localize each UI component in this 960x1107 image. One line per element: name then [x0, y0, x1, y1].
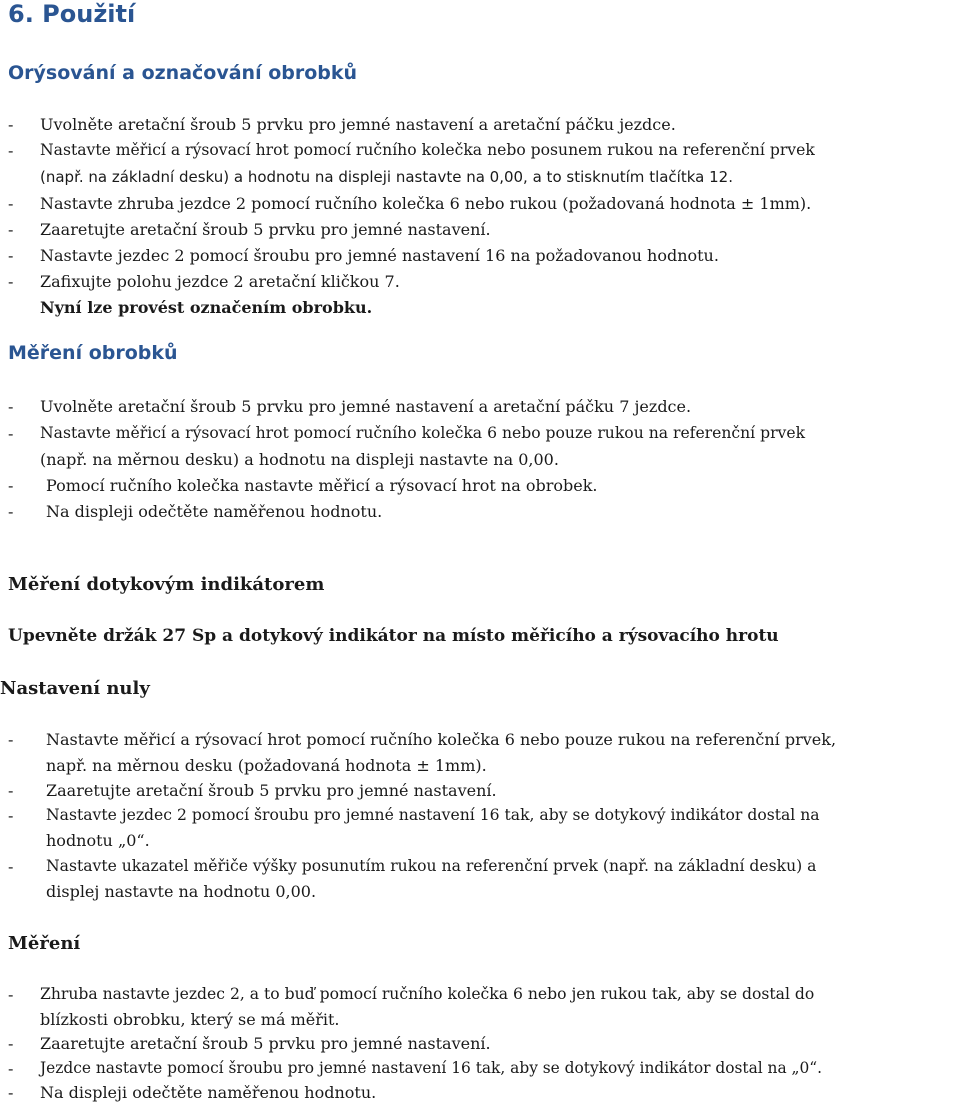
- bullet-dash: -: [8, 781, 14, 800]
- bullet-dash: -: [8, 194, 14, 213]
- bullet-dash: -: [8, 397, 14, 416]
- list-item: Nastavte jezdec 2 pomocí šroubu pro jemné nastavení 16 tak, aby se dotykový indikátor dostal na: [46, 806, 820, 824]
- list-item-continuation: displej nastavte na hodnotu 0,00.: [46, 882, 317, 901]
- section-heading-marking: Orýsování a označování obrobků: [8, 62, 358, 84]
- bullet-dash: -: [8, 272, 14, 291]
- bullet-dash: -: [8, 1059, 14, 1078]
- list-item: Nastavte jezdec 2 pomocí šroubu pro jemné nastavení 16 na požadovanou hodnotu.: [40, 246, 719, 265]
- list-item: Na displeji odečtěte naměřenou hodnotu.: [40, 1083, 377, 1102]
- list-item: Uvolněte aretační šroub 5 prvku pro jemné nastavení a aretační páčku jezdce.: [40, 115, 676, 134]
- list-item: Nastavte měřicí a rýsovací hrot pomocí ručního kolečka nebo posunem rukou na referenční prvek: [40, 141, 815, 159]
- list-note-bold: Nyní lze provést označením obrobku.: [40, 298, 373, 317]
- bullet-dash: -: [8, 246, 14, 265]
- list-item-continuation: (např. na základní desku) a hodnotu na displeji nastavte na 0,00, a to stisknutím tlačítka 12.: [40, 168, 733, 186]
- bullet-dash: -: [8, 115, 14, 134]
- section-heading-zero-setting: Nastavení nuly: [0, 678, 150, 699]
- list-item: Uvolněte aretační šroub 5 prvku pro jemné nastavení a aretační páčku 7 jezdce.: [40, 397, 692, 416]
- list-item-continuation: (např. na měrnou desku) a hodnotu na displeji nastavte na 0,00.: [40, 450, 559, 469]
- list-item: Zafixujte polohu jezdce 2 aretační kličkou 7.: [40, 272, 400, 291]
- list-item: Nastavte ukazatel měřiče výšky posunutím rukou na referenční prvek (např. na základní desku) a: [46, 857, 817, 875]
- bullet-dash: -: [8, 141, 14, 160]
- bullet-dash: -: [8, 220, 14, 239]
- section-subheading-mount: Upevněte držák 27 Sp a dotykový indikátor na místo měřicího a rýsovacího hrotu: [8, 626, 779, 646]
- list-item: Zaaretujte aretační šroub 5 prvku pro jemné nastavení.: [46, 781, 497, 800]
- bullet-dash: -: [8, 1034, 14, 1053]
- bullet-dash: -: [8, 476, 14, 495]
- list-item-continuation: např. na měrnou desku (požadovaná hodnota ± 1mm).: [46, 756, 487, 775]
- list-item: Nastavte zhruba jezdce 2 pomocí ručního kolečka 6 nebo rukou (požadovaná hodnota ± 1mm).: [40, 194, 812, 213]
- section-heading-dial-indicator: Měření dotykovým indikátorem: [8, 574, 325, 595]
- bullet-dash: -: [8, 985, 14, 1004]
- list-item: Zaaretujte aretační šroub 5 prvku pro jemné nastavení.: [40, 220, 491, 239]
- list-item: Nastavte měřicí a rýsovací hrot pomocí ručního kolečka 6 nebo pouze rukou na referenční prvek,: [46, 730, 837, 749]
- bullet-dash: -: [8, 502, 14, 521]
- list-item-continuation: hodnotu „0“.: [46, 831, 150, 850]
- list-item-continuation: blízkosti obrobku, který se má měřit.: [40, 1010, 340, 1029]
- bullet-dash: -: [8, 857, 14, 876]
- section-heading-measurement: Měření: [8, 933, 81, 954]
- list-item: Nastavte měřicí a rýsovací hrot pomocí ručního kolečka 6 nebo pouze rukou na referenční prvek: [40, 424, 806, 442]
- bullet-dash: -: [8, 730, 14, 749]
- list-item: Jezdce nastavte pomocí šroubu pro jemné nastavení 16 tak, aby se dotykový indikátor dostal na „0“.: [40, 1059, 823, 1077]
- page-title: 6. Použití: [8, 0, 136, 28]
- bullet-dash: -: [8, 806, 14, 825]
- section-heading-measuring: Měření obrobků: [8, 342, 178, 364]
- list-item: Zaaretujte aretační šroub 5 prvku pro jemné nastavení.: [40, 1034, 491, 1053]
- bullet-dash: -: [8, 1083, 14, 1102]
- list-item: Pomocí ručního kolečka nastavte měřicí a rýsovací hrot na obrobek.: [46, 476, 598, 495]
- bullet-dash: -: [8, 424, 14, 443]
- list-item: Zhruba nastavte jezdec 2, a to buď pomocí ručního kolečka 6 nebo jen rukou tak, aby se dostal do: [40, 985, 815, 1003]
- list-item: Na displeji odečtěte naměřenou hodnotu.: [46, 502, 383, 521]
